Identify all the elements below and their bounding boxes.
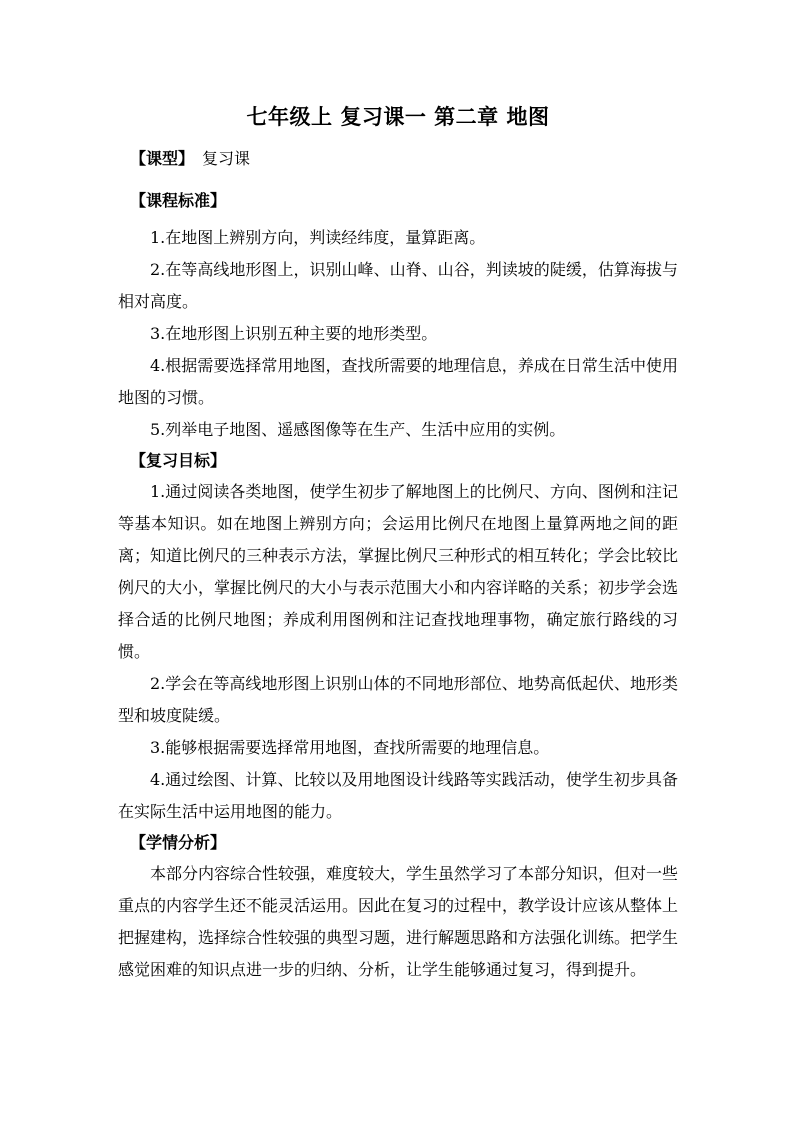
- paragraph: 2.学会在等高线地形图上识别山体的不同地形部位、地势高低起伏、地形类型和坡度陡缓。: [118, 674, 678, 725]
- paragraph: 3.在地形图上识别五种主要的地形类型。: [150, 324, 438, 343]
- paragraph: 4.通过绘图、计算、比较以及用地图设计线路等实践活动，使学生初步具备在实际生活中运用地图的能力。: [118, 770, 678, 821]
- section-heading: 【学情分析】: [130, 833, 227, 852]
- course-type-line: [130, 144, 678, 174]
- section-heading: 【复习目标】: [130, 451, 227, 470]
- paragraph: 1.通过阅读各类地图，使学生初步了解地图上的比例尺、方向、图例和注记等基本知识。如在地图上辨别方向；会运用比例尺在地图上量算两地之间的距离；知道比例尺的三种表示方法，掌握比例尺三种形式的相互转化；学会比较比例尺的大小，掌握比例尺的大小与表示范围大小和内容详略的关系；初步学会选择合适的比例尺地图；养成利用图例和注记查找地理事物，确定旅行路线的习惯。: [118, 482, 679, 661]
- paragraph: 2.在等高线地形图上，识别山峰、山脊、山谷，判读坡的陡缓，估算海拔与相对高度。: [118, 260, 678, 311]
- paragraph: 3.能够根据需要选择常用地图，查找所需要的地理信息。: [150, 738, 550, 757]
- section-learner-analysis: [118, 828, 678, 986]
- document-title: 七年级上 复习课一 第二章 地图: [246, 104, 550, 129]
- document-page: [118, 100, 678, 986]
- course-type-label: 【课型】: [130, 149, 195, 168]
- section-review-objectives: [118, 446, 678, 828]
- paragraph: 5.列举电子地图、遥感图像等在生产、生活中应用的实例。: [150, 420, 566, 439]
- paragraph: 4.根据需要选择常用地图，查找所需要的地理信息，养成在日常生活中使用地图的习惯。: [118, 356, 678, 407]
- section-curriculum-standards: [118, 186, 678, 446]
- paragraph: 本部分内容综合性较强，难度较大，学生虽然学习了本部分知识，但对一些重点的内容学生还不能灵活运用。因此在复习的过程中，教学设计应该从整体上把握建构，选择综合性较强的典型习题，进行解题思路和方法强化训练。把学生感觉困难的知识点进一步的归纳、分析，让学生能够通过复习，得到提升。: [118, 864, 679, 979]
- course-type-value: 复习课: [202, 149, 251, 168]
- paragraph: 1.在地图上辨别方向，判读经纬度，量算距离。: [150, 228, 486, 247]
- section-heading: 【课程标准】: [130, 191, 227, 210]
